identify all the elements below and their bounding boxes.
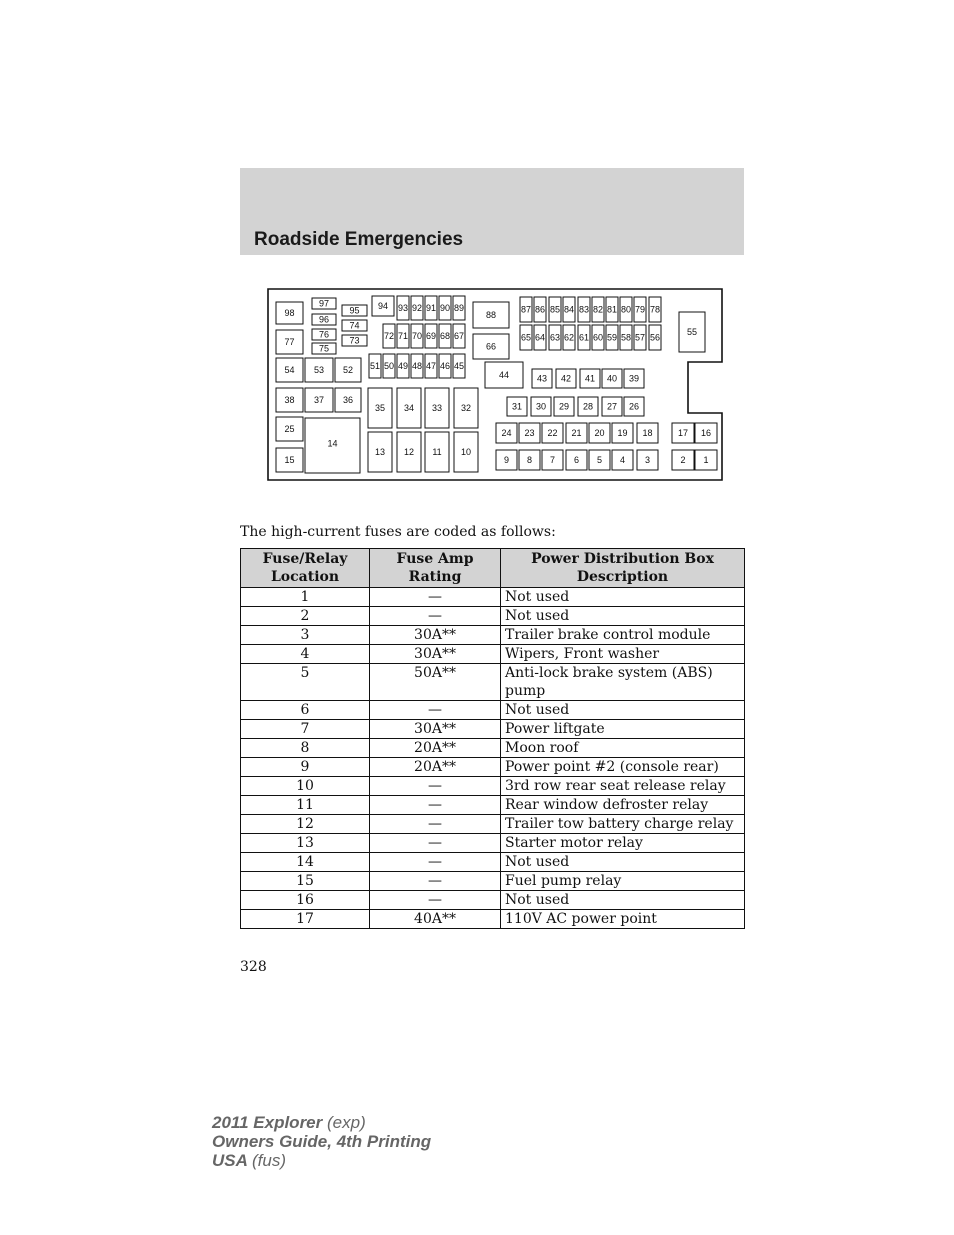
cell-rating: — — [370, 872, 501, 891]
cell-location: 15 — [241, 872, 370, 891]
fuse-slot-label: 74 — [349, 320, 360, 331]
cell-location: 4 — [241, 645, 370, 664]
cell-rating: — — [370, 834, 501, 853]
fuse-slot-label: 52 — [342, 365, 354, 375]
fuse-slot-label: 62 — [563, 332, 575, 343]
fuse-slot-label: 89 — [453, 303, 465, 313]
fuse-slot-label: 39 — [628, 373, 640, 384]
cell-description: Starter motor relay — [501, 834, 745, 853]
fuse-slot-label: 58 — [620, 332, 632, 343]
fuse-slot-label: 96 — [318, 314, 330, 325]
fuse-slot-label: 98 — [284, 308, 295, 318]
footer-region-code: (fus) — [252, 1151, 286, 1170]
fuse-slot-label: 2 — [680, 455, 686, 465]
cell-location: 14 — [241, 853, 370, 872]
fuse-slot-label: 78 — [649, 304, 661, 315]
cell-location: 16 — [241, 891, 370, 910]
cell-location: 9 — [241, 758, 370, 777]
fuse-slot-label: 79 — [634, 304, 646, 315]
cell-rating: 30A** — [370, 720, 501, 739]
fuse-slot-label: 83 — [578, 304, 590, 315]
cell-location: 5 — [241, 664, 370, 701]
fuse-slot-label: 27 — [606, 401, 618, 412]
cell-rating: — — [370, 588, 501, 607]
fuse-table — [240, 548, 745, 929]
fuse-slot-label: 21 — [571, 428, 582, 438]
footer — [212, 1113, 431, 1170]
table-header-row — [241, 549, 745, 588]
cell-description: Power point #2 (console rear) — [501, 758, 745, 777]
fuse-slot-label: 29 — [558, 401, 570, 412]
fuse-slot-label: 36 — [342, 395, 354, 405]
cell-location: 8 — [241, 739, 370, 758]
cell-description: Not used — [501, 891, 745, 910]
fuse-slot-label: 12 — [403, 447, 415, 457]
cell-rating: — — [370, 701, 501, 720]
fuse-slot-label: 60 — [592, 332, 604, 343]
table-row — [241, 588, 745, 607]
cell-description: Power liftgate — [501, 720, 745, 739]
cell-rating: — — [370, 891, 501, 910]
cell-location: 12 — [241, 815, 370, 834]
footer-guide: Owners Guide, 4th Printing — [212, 1132, 432, 1151]
cell-location: 13 — [241, 834, 370, 853]
cell-description: Trailer tow battery charge relay — [501, 815, 745, 834]
page-number: 328 — [240, 959, 267, 975]
fuse-slot-label: 95 — [349, 305, 360, 316]
footer-model-code: (exp) — [327, 1113, 366, 1132]
fuse-slot-label: 69 — [425, 331, 437, 341]
cell-rating: 50A** — [370, 664, 501, 701]
intro-text: The high-current fuses are coded as follows: — [240, 524, 556, 540]
section-header — [240, 168, 744, 255]
fuse-slot-label: 54 — [284, 365, 295, 375]
fuse-slot-label: 5 — [596, 455, 603, 465]
fuse-slot-label: 19 — [617, 428, 628, 438]
fuse-slot-label: 71 — [397, 331, 409, 341]
cell-rating: — — [370, 607, 501, 626]
cell-rating: — — [370, 777, 501, 796]
fuse-slot-label: 63 — [549, 332, 561, 343]
fuse-slot-label: 35 — [374, 403, 386, 413]
fuse-slot-label: 67 — [453, 331, 465, 341]
column-header-description: Power Distribution Box Description — [501, 549, 745, 588]
table-row — [241, 664, 745, 701]
fuse-slot-label: 92 — [411, 303, 423, 313]
fuse-slot-label: 87 — [520, 304, 532, 315]
table-row — [241, 891, 745, 910]
fuse-slot-label: 43 — [536, 373, 548, 384]
fuse-slot-label: 70 — [411, 331, 423, 341]
fuse-slot-label: 68 — [439, 331, 451, 341]
table-row — [241, 701, 745, 720]
fuse-slot-label: 42 — [560, 373, 572, 384]
table-row — [241, 607, 745, 626]
fuse-slot-label: 75 — [318, 343, 330, 354]
fuse-slot-label: 3 — [644, 455, 651, 465]
cell-description: Fuel pump relay — [501, 872, 745, 891]
fuse-slot-label: 7 — [549, 455, 556, 465]
fuse-slot-label: 72 — [383, 331, 395, 341]
cell-rating: — — [370, 796, 501, 815]
fuse-slot-label: 55 — [686, 327, 698, 337]
cell-location: 7 — [241, 720, 370, 739]
fuse-slot-label: 1 — [703, 455, 709, 465]
fuse-slot-label: 33 — [431, 403, 443, 413]
column-header-rating: Fuse Amp Rating — [370, 549, 501, 588]
fuse-slot-label: 34 — [403, 403, 415, 413]
column-header-location: Fuse/Relay Location — [241, 549, 370, 588]
cell-location: 6 — [241, 701, 370, 720]
fuse-slot-label: 77 — [284, 337, 295, 347]
fuse-slot-label: 57 — [634, 332, 646, 343]
fuse-slot-label: 82 — [592, 304, 604, 315]
cell-rating: — — [370, 853, 501, 872]
fuse-slot-label: 86 — [534, 304, 546, 315]
table-row — [241, 645, 745, 664]
table-row — [241, 758, 745, 777]
fuse-slot-label: 91 — [425, 303, 437, 313]
table-row — [241, 872, 745, 891]
fuse-box-diagram — [267, 288, 723, 481]
fuse-slot-label: 46 — [439, 361, 451, 371]
fuse-slot-label: 47 — [425, 361, 437, 371]
fuse-slot-label: 30 — [535, 401, 547, 412]
fuse-slot-label: 64 — [534, 332, 546, 343]
fuse-slot-label: 59 — [606, 332, 618, 343]
fuse-slot-label: 16 — [700, 428, 712, 438]
cell-description: Rear window defroster relay — [501, 796, 745, 815]
fuse-slot-label: 13 — [374, 447, 386, 457]
fuse-slot-label: 28 — [582, 401, 594, 412]
cell-rating: 30A** — [370, 626, 501, 645]
cell-location: 17 — [241, 910, 370, 929]
cell-location: 2 — [241, 607, 370, 626]
fuse-slot-label: 8 — [526, 455, 533, 465]
fuse-slot-label: 85 — [549, 304, 561, 315]
cell-description: 110V AC power point — [501, 910, 745, 929]
table-row — [241, 777, 745, 796]
fuse-slot-label: 66 — [485, 341, 497, 352]
fuse-slot-label: 11 — [432, 447, 442, 457]
cell-description: Wipers, Front washer — [501, 645, 745, 664]
fuse-slot-label: 18 — [642, 428, 653, 438]
fuse-slot-label: 93 — [397, 303, 409, 313]
table-row — [241, 910, 745, 929]
fuse-slot-label: 14 — [327, 438, 338, 449]
fuse-slot-label: 10 — [460, 447, 472, 457]
fuse-slot-label: 17 — [677, 428, 689, 438]
fuse-slot-label: 97 — [318, 298, 330, 309]
fuse-slot-label: 88 — [485, 310, 497, 320]
footer-region: USA — [212, 1151, 248, 1170]
fuse-slot-label: 51 — [369, 361, 381, 371]
fuse-slot-label: 61 — [578, 332, 590, 343]
fuse-slot-label: 23 — [524, 428, 535, 438]
fuse-slot-label: 31 — [511, 401, 523, 412]
fuse-slot-label: 76 — [318, 329, 330, 340]
fuse-slot-label: 65 — [520, 332, 532, 343]
fuse-slot-label: 6 — [573, 455, 580, 465]
fuse-slot-label: 56 — [649, 332, 661, 343]
cell-description: Trailer brake control module — [501, 626, 745, 645]
cell-location: 10 — [241, 777, 370, 796]
fuse-slot-label: 22 — [547, 428, 558, 438]
cell-description: Anti-lock brake system (ABS) pump — [501, 664, 745, 701]
fuse-slot-label: 20 — [594, 428, 605, 438]
cell-rating: 20A** — [370, 758, 501, 777]
table-row — [241, 720, 745, 739]
fuse-slot-label: 32 — [460, 403, 472, 413]
table-row — [241, 796, 745, 815]
table-row — [241, 626, 745, 645]
footer-model: 2011 Explorer — [212, 1113, 323, 1132]
cell-description: Not used — [501, 853, 745, 872]
fuse-slot-label: 50 — [383, 361, 395, 371]
fuse-slot-label: 49 — [397, 361, 409, 371]
fuse-slot-label: 40 — [606, 373, 618, 384]
fuse-slot-label: 44 — [498, 370, 510, 380]
fuse-slot-label: 25 — [284, 424, 295, 434]
section-title: Roadside Emergencies — [254, 229, 464, 250]
cell-location: 3 — [241, 626, 370, 645]
cell-rating: 30A** — [370, 645, 501, 664]
fuse-slot-label: 9 — [503, 455, 510, 465]
cell-location: 1 — [241, 588, 370, 607]
fuse-slot-label: 73 — [349, 335, 360, 346]
table-row — [241, 739, 745, 758]
table-row — [241, 834, 745, 853]
cell-rating: 20A** — [370, 739, 501, 758]
fuse-slot-label: 24 — [501, 428, 512, 438]
fuse-slot-label: 53 — [313, 365, 325, 375]
table-row — [241, 853, 745, 872]
cell-description: Not used — [501, 607, 745, 626]
fuse-slot-label: 94 — [377, 301, 389, 311]
fuse-slot-label: 15 — [284, 455, 295, 465]
fuse-slot-label: 26 — [628, 401, 640, 412]
fuse-slot-label: 41 — [584, 373, 596, 384]
fuse-slot-label: 90 — [439, 303, 451, 313]
fuse-slot-label: 45 — [453, 361, 465, 371]
cell-description: 3rd row rear seat release relay — [501, 777, 745, 796]
fuse-slot-label: 84 — [563, 304, 575, 315]
cell-description: Not used — [501, 588, 745, 607]
fuse-slot-label: 4 — [619, 455, 626, 465]
table-row — [241, 815, 745, 834]
cell-description: Moon roof — [501, 739, 745, 758]
fuse-slot-label: 81 — [606, 304, 618, 315]
cell-description: Not used — [501, 701, 745, 720]
fuse-slot-label: 38 — [284, 395, 295, 405]
fuse-slot-label: 37 — [313, 395, 325, 405]
fuse-slot-label: 48 — [411, 361, 423, 371]
cell-location: 11 — [241, 796, 370, 815]
cell-rating: — — [370, 815, 501, 834]
cell-rating: 40A** — [370, 910, 501, 929]
fuse-slot-label: 80 — [620, 304, 632, 315]
